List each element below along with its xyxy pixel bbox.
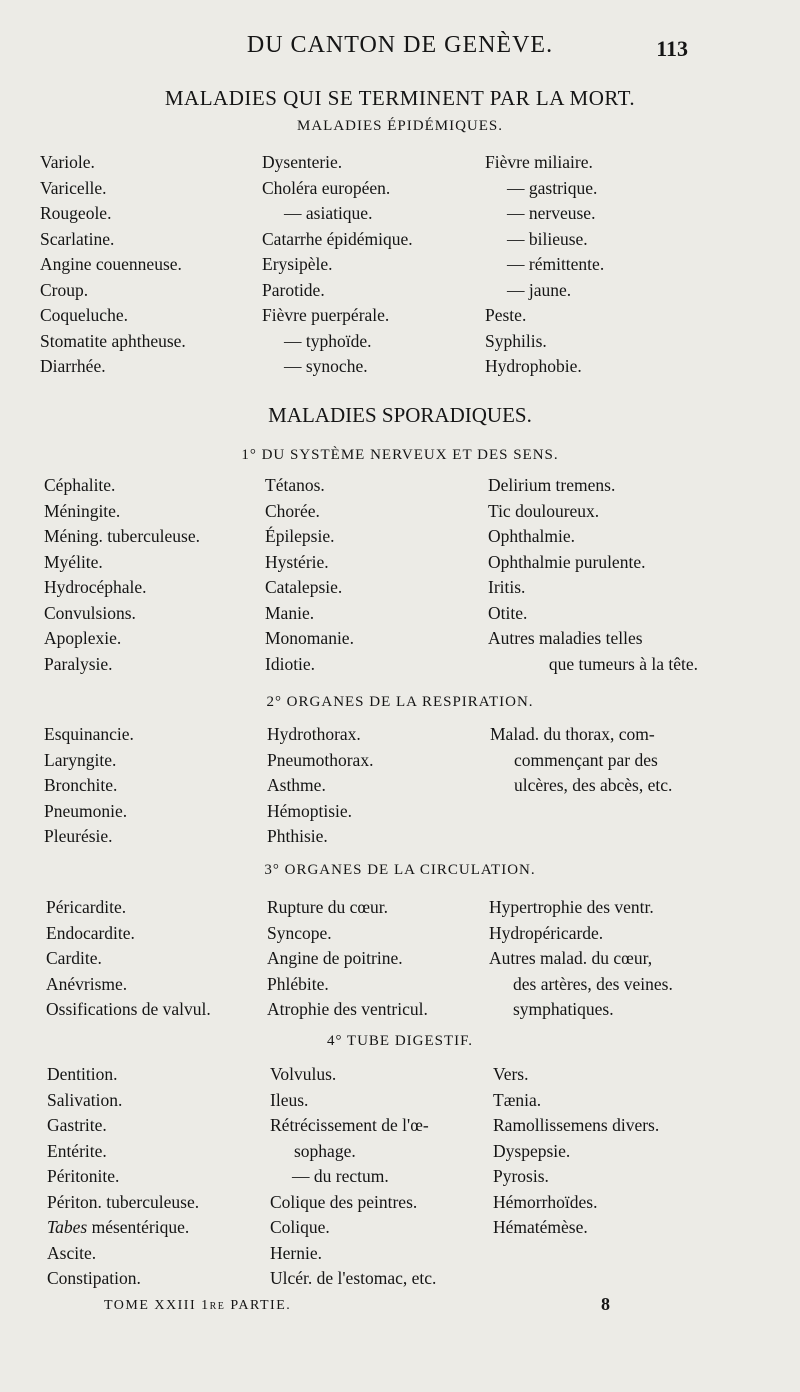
list-item: Phlébite. bbox=[267, 973, 329, 994]
list-item: sophage. bbox=[294, 1140, 356, 1161]
list-item: Myélite. bbox=[44, 551, 103, 572]
list-item: Syncope. bbox=[267, 922, 332, 943]
list-item: Dentition. bbox=[47, 1064, 118, 1084]
list-item: Salivation. bbox=[47, 1089, 123, 1110]
list-item: Bronchite. bbox=[44, 775, 118, 795]
list-item: Hystérie. bbox=[265, 551, 329, 572]
volume-note: TOME XXIII 1re PARTIE. bbox=[104, 1298, 292, 1313]
list-item: Rétrécissement de l'œ- bbox=[270, 1115, 429, 1135]
list-item: Choléra européen. bbox=[262, 177, 391, 198]
tabes-word: Tabes bbox=[47, 1217, 88, 1237]
list-item: Diarrhée. bbox=[40, 356, 106, 376]
list-item: Rougeole. bbox=[40, 203, 112, 223]
list-item: des artères, des veines. bbox=[513, 973, 673, 994]
nervous-col-2 bbox=[265, 473, 475, 677]
tabes-rest: mésentérique. bbox=[87, 1217, 190, 1237]
list-item: Colique des peintres. bbox=[270, 1191, 418, 1212]
digestive-col-3 bbox=[493, 1062, 698, 1241]
list-item: Anévrisme. bbox=[46, 973, 128, 994]
list-item: Épilepsie. bbox=[265, 526, 335, 546]
page-header bbox=[0, 32, 800, 72]
list-item: Malad. du thorax, com- bbox=[490, 724, 655, 744]
list-item: Pneumothorax. bbox=[267, 749, 374, 770]
list-item: — du rectum. bbox=[292, 1166, 389, 1186]
list-item: symphatiques. bbox=[513, 999, 614, 1019]
list-item: Angine de poitrine. bbox=[267, 948, 403, 968]
page-footer bbox=[0, 1294, 800, 1322]
list-item: Stomatite aphtheuse. bbox=[40, 330, 186, 351]
list-item: — asiatique. bbox=[284, 203, 373, 223]
list-item: Paralysie. bbox=[44, 653, 113, 674]
list-item: Fièvre puerpérale. bbox=[262, 305, 390, 325]
list-item: Catalepsie. bbox=[265, 577, 343, 597]
list-item: Dyspepsie. bbox=[493, 1140, 571, 1161]
list-item: Tænia. bbox=[493, 1089, 542, 1110]
list-item: Hydropéricarde. bbox=[489, 922, 604, 943]
list-item: Otite. bbox=[488, 602, 528, 623]
epidemic-col-3 bbox=[485, 150, 695, 380]
list-item: Péritonite. bbox=[47, 1166, 120, 1186]
list-item: Monomanie. bbox=[265, 628, 354, 648]
list-item: Endocardite. bbox=[46, 922, 135, 943]
list-item: Manie. bbox=[265, 602, 315, 623]
sporadic-title: MALADIES SPORADIQUES. bbox=[268, 403, 532, 427]
list-item: Asthme. bbox=[267, 775, 326, 795]
respiration-col-1 bbox=[44, 722, 259, 850]
list-item: Volvulus. bbox=[270, 1064, 337, 1084]
list-item: Laryngite. bbox=[44, 749, 117, 770]
list-item: Méningite. bbox=[44, 500, 121, 521]
list-item: Atrophie des ventricul. bbox=[267, 999, 428, 1019]
list-item: Ulcér. de l'estomac, etc. bbox=[270, 1268, 437, 1288]
list-item: que tumeurs à la tête. bbox=[548, 653, 698, 674]
circulation-col-1 bbox=[46, 895, 261, 1023]
list-item: Delirium tremens. bbox=[488, 475, 616, 495]
list-item: — jaune. bbox=[507, 279, 572, 300]
list-item: Ophthalmie purulente. bbox=[488, 551, 646, 572]
list-item: — synoche. bbox=[284, 356, 368, 376]
list-item: Coqueluche. bbox=[40, 305, 128, 325]
list-item: Périton. tuberculeuse. bbox=[47, 1191, 200, 1212]
list-item: Autres malad. du cœur, bbox=[489, 948, 653, 968]
list-item: Apoplexie. bbox=[44, 628, 122, 648]
list-item: Hypertrophie des ventr. bbox=[489, 897, 654, 917]
list-item: Erysipèle. bbox=[262, 254, 333, 274]
list-item: Vers. bbox=[493, 1064, 529, 1084]
list-item: Entérite. bbox=[47, 1140, 107, 1161]
epidemic-heading: MALADIES ÉPIDÉMIQUES. bbox=[297, 118, 503, 134]
list-item: Dysenterie. bbox=[262, 152, 343, 172]
list-item: Hémorrhoïdes. bbox=[493, 1191, 598, 1212]
nervous-col-3 bbox=[488, 473, 698, 677]
list-item: Idiotie. bbox=[265, 653, 316, 674]
list-item: Tic douloureux. bbox=[488, 500, 600, 521]
list-item: Hématémèse. bbox=[493, 1217, 588, 1237]
list-item: Ramollissemens divers. bbox=[493, 1115, 660, 1135]
list-item: Fièvre miliaire. bbox=[485, 152, 593, 172]
list-item: Gastrite. bbox=[47, 1115, 107, 1135]
list-item: Péricardite. bbox=[46, 897, 127, 917]
list-item: Esquinancie. bbox=[44, 724, 134, 744]
list-item: Ileus. bbox=[270, 1089, 309, 1110]
list-item: Scarlatine. bbox=[40, 228, 115, 249]
list-item: Parotide. bbox=[262, 279, 325, 300]
list-item: Peste. bbox=[485, 305, 527, 325]
list-item: Autres maladies telles bbox=[488, 628, 643, 648]
list-item: Constipation. bbox=[47, 1268, 141, 1288]
page-number: 113 bbox=[656, 36, 688, 61]
list-item: Hydrothorax. bbox=[267, 724, 361, 744]
list-item: Pleurésie. bbox=[44, 826, 113, 846]
list-item: Hydrophobie. bbox=[485, 356, 582, 376]
list-item: Ophthalmie. bbox=[488, 526, 575, 546]
list-item: Hydrocéphale. bbox=[44, 577, 147, 597]
list-item: Iritis. bbox=[488, 577, 526, 597]
list-item: Variole. bbox=[40, 152, 95, 172]
list-item: — typhoïde. bbox=[284, 330, 372, 351]
list-item: Tétanos. bbox=[265, 475, 325, 495]
main-title: MALADIES QUI SE TERMINENT PAR LA MORT. bbox=[164, 86, 636, 110]
list-item: — rémittente. bbox=[507, 254, 605, 274]
list-item: Ossifications de valvul. bbox=[46, 999, 211, 1019]
list-item: Céphalite. bbox=[44, 475, 116, 495]
list-item: ulcères, des abcès, etc. bbox=[514, 775, 673, 795]
list-item: Ascite. bbox=[47, 1242, 97, 1263]
epidemic-col-2 bbox=[262, 150, 477, 380]
list-item: Cardite. bbox=[46, 948, 102, 968]
digestive-heading: 4° TUBE DIGESTIF. bbox=[326, 1033, 474, 1049]
digestive-col-1 bbox=[47, 1062, 262, 1292]
list-item: Chorée. bbox=[265, 500, 320, 521]
circulation-col-2 bbox=[267, 895, 482, 1023]
list-item: Angine couenneuse. bbox=[40, 254, 182, 274]
nervous-col-1 bbox=[44, 473, 259, 677]
list-item: Colique. bbox=[270, 1217, 330, 1237]
circulation-heading: 3° ORGANES DE LA CIRCULATION. bbox=[264, 862, 536, 878]
list-item: commençant par des bbox=[514, 749, 658, 770]
list-item: Pneumonie. bbox=[44, 800, 128, 821]
epidemic-col-1 bbox=[40, 150, 250, 380]
respiration-heading: 2° ORGANES DE LA RESPIRATION. bbox=[266, 694, 534, 710]
list-item: Varicelle. bbox=[40, 177, 107, 198]
list-item: Hémoptisie. bbox=[267, 800, 353, 821]
list-item: Hernie. bbox=[270, 1242, 322, 1263]
respiration-col-2 bbox=[267, 722, 477, 850]
signature-mark: 8 bbox=[601, 1294, 610, 1314]
list-item: — gastrique. bbox=[507, 177, 598, 198]
list-item: Phthisie. bbox=[267, 826, 328, 846]
list-item: Rupture du cœur. bbox=[267, 897, 389, 917]
list-item: — bilieuse. bbox=[507, 228, 588, 249]
circulation-col-3 bbox=[489, 895, 697, 1023]
respiration-col-3 bbox=[490, 722, 696, 799]
running-head: DU CANTON DE GENÈVE. bbox=[246, 32, 554, 58]
list-item: Convulsions. bbox=[44, 602, 136, 623]
nervous-heading: 1° DU SYSTÈME NERVEUX ET DES SENS. bbox=[241, 447, 559, 463]
list-item: Pyrosis. bbox=[493, 1166, 549, 1186]
list-item: — nerveuse. bbox=[507, 203, 596, 223]
list-item: Syphilis. bbox=[485, 330, 547, 351]
list-item bbox=[47, 1215, 262, 1241]
list-item: Catarrhe épidémique. bbox=[262, 228, 413, 249]
list-item: Méning. tuberculeuse. bbox=[44, 526, 200, 546]
list-item: Croup. bbox=[40, 279, 89, 300]
digestive-col-2 bbox=[270, 1062, 485, 1292]
